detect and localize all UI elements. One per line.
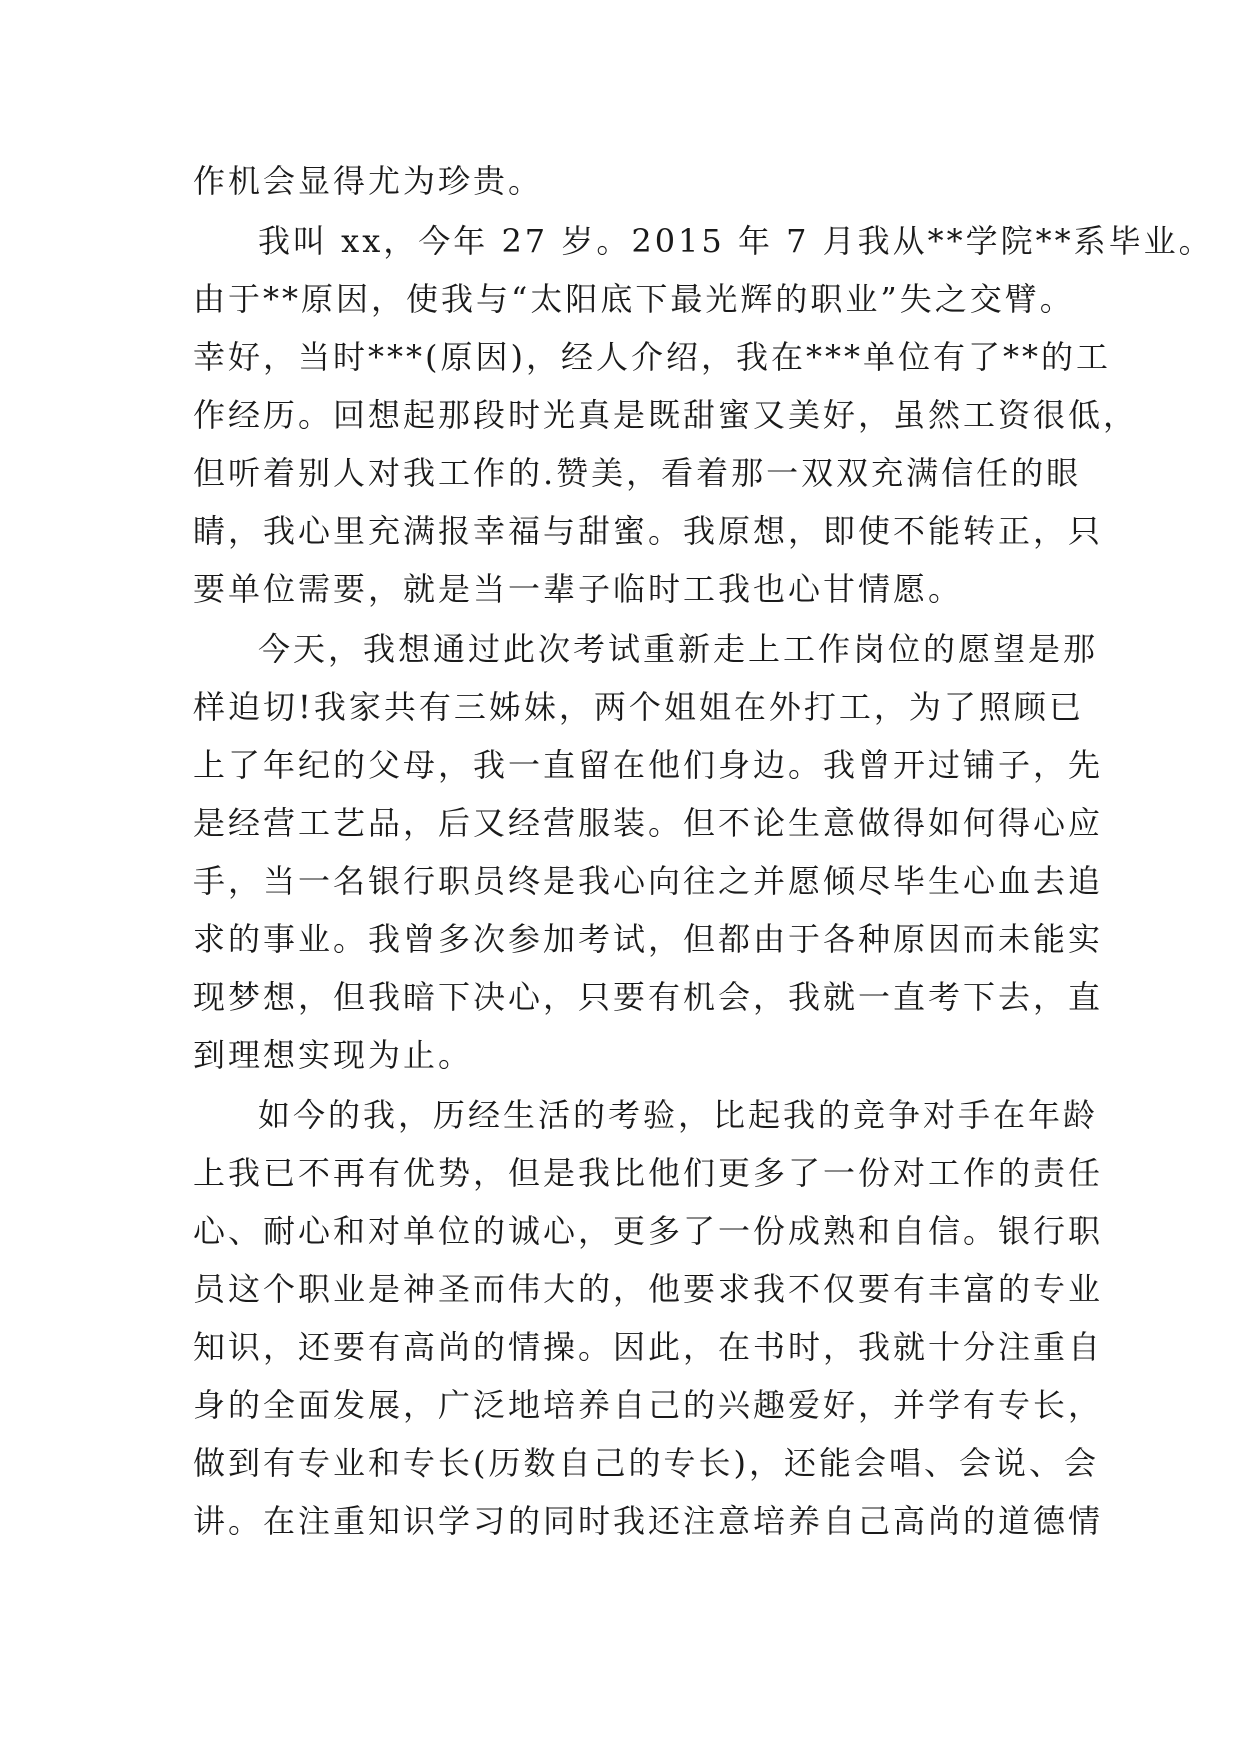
- text-line: 做到有专业和专长(历数自己的专长)，还能会唱、会说、会: [193, 1444, 1099, 1482]
- text-line: 求的事业。我曾多次参加考试，但都由于各种原因而未能实: [193, 920, 1104, 958]
- text-line: 作机会显得尤为珍贵。: [193, 162, 544, 200]
- text-line: 如今的我，历经生活的考验，比起我的竞争对手在年龄: [258, 1096, 1099, 1134]
- text-line: 员这个职业是神圣而伟大的，他要求我不仅要有丰富的专业: [193, 1270, 1104, 1308]
- text-line: 现梦想，但我暗下决心，只要有机会，我就一直考下去，直: [193, 978, 1104, 1016]
- text-line: 心、耐心和对单位的诚心，更多了一份成熟和自信。银行职: [193, 1212, 1104, 1250]
- text-line: 是经营工艺品，后又经营服装。但不论生意做得如何得心应: [193, 804, 1104, 842]
- text-line: 身的全面发展，广泛地培养自己的兴趣爱好，并学有专长，: [193, 1386, 1104, 1424]
- text-line: 上了年纪的父母，我一直留在他们身边。我曾开过铺子，先: [193, 746, 1104, 784]
- text-line: 由于**原因，使我与“太阳底下最光辉的职业”失之交臂。: [193, 280, 1075, 318]
- text-line: 今天，我想通过此次考试重新走上工作岗位的愿望是那: [258, 630, 1099, 668]
- text-line: 睛，我心里充满报幸福与甜蜜。我原想，即使不能转正，只: [193, 512, 1104, 550]
- text-line: 我叫 xx，今年 27 岁。2015 年 7 月我从**学院**系毕业。: [258, 222, 1214, 260]
- text-line: 手，当一名银行职员终是我心向往之并愿倾尽毕生心血去追: [193, 862, 1104, 900]
- text-line: 要单位需要，就是当一辈子临时工我也心甘情愿。: [193, 570, 964, 608]
- text-line: 讲。在注重知识学习的同时我还注意培养自己高尚的道德情: [193, 1502, 1104, 1540]
- text-line: 上我已不再有优势，但是我比他们更多了一份对工作的责任: [193, 1154, 1104, 1192]
- text-line: 幸好，当时***(原因)，经人介绍，我在***单位有了**的工: [193, 338, 1111, 376]
- text-line: 知识，还要有高尚的情操。因此，在书时，我就十分注重自: [193, 1328, 1104, 1366]
- text-line: 作经历。回想起那段时光真是既甜蜜又美好，虽然工资很低，: [193, 396, 1139, 434]
- text-line: 到理想实现为止。: [193, 1036, 474, 1074]
- text-line: 但听着别人对我工作的.赞美，看着那一双双充满信任的眼: [193, 454, 1082, 492]
- text-line: 样迫切!我家共有三姊妹，两个姐姐在外打工，为了照顾已: [193, 688, 1084, 726]
